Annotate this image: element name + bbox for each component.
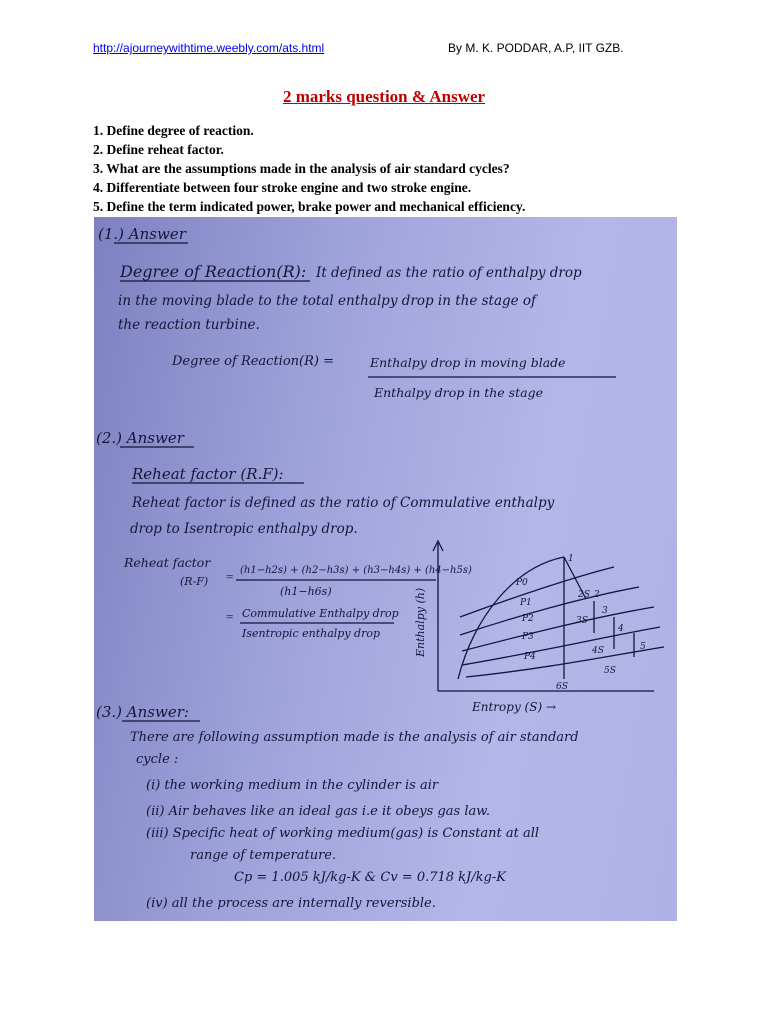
- answer-3-item: Cp = 1.005 kJ/kg-K & Cv = 0.718 kJ/kg-K: [234, 870, 506, 885]
- answer-3-item: (iv) all the process are internally reversible.: [146, 896, 436, 911]
- diagram-point-label: 1: [568, 554, 574, 564]
- answer-3-item: (i) the working medium in the cylinder is air: [146, 778, 439, 793]
- diagram-point-label: 3: [602, 606, 608, 616]
- source-url-link[interactable]: http://ajourneywithtime.weebly.com/ats.html: [93, 41, 325, 55]
- answer-1-formula-denominator: Enthalpy drop in the stage: [374, 385, 543, 400]
- diagram-point-label: 3S: [576, 616, 588, 626]
- answer-1-formula-lhs: Degree of Reaction(R) =: [172, 354, 334, 369]
- question-item: 3. What are the assumptions made in the analysis of air standard cycles?: [93, 161, 510, 176]
- answer-3-line: cycle :: [136, 752, 179, 767]
- diagram-point-label: 2: [594, 590, 600, 600]
- diagram-point-label: 4S: [592, 646, 604, 656]
- diagram-point-label: 2S: [578, 590, 590, 600]
- handwritten-notes: [94, 217, 677, 921]
- answer-1-term: Degree of Reaction(R):: [120, 262, 307, 281]
- answer-3-line: There are following assumption made is the analysis of air standard: [130, 730, 579, 745]
- question-item: 2. Define reheat factor.: [93, 142, 224, 157]
- answer-2-formula-denominator: (h1−h6s): [280, 585, 332, 598]
- answer-2-line: Reheat factor is defined as the ratio of Commulative enthalpy: [132, 495, 555, 511]
- question-item: 5. Define the term indicated power, brake power and mechanical efficiency.: [93, 199, 526, 214]
- answer-3-item: range of temperature.: [190, 848, 337, 863]
- answer-1-line: It defined as the ratio of enthalpy drop: [316, 265, 582, 281]
- enthalpy-entropy-diagram: [433, 541, 664, 691]
- diagram-point-label: 5S: [604, 666, 616, 676]
- answer-1-line: in the moving blade to the total enthalpy drop in the stage of: [118, 293, 537, 309]
- answer-1-formula-numerator: Enthalpy drop in moving blade: [370, 355, 566, 370]
- diagram-pressure-label: P0: [516, 578, 528, 588]
- answer-3-item: (ii) Air behaves like an ideal gas i.e it obeys gas law.: [146, 804, 490, 819]
- diagram-pressure-label: P2: [522, 614, 534, 624]
- answer-2-formula2-numerator: Commulative Enthalpy drop: [242, 607, 399, 620]
- page-title: 2 marks question & Answer: [282, 87, 486, 106]
- answer-2-line: drop to Isentropic enthalpy drop.: [130, 521, 358, 537]
- equals-sign: =: [226, 609, 234, 624]
- diagram-pressure-label: P1: [520, 598, 532, 608]
- diagram-pressure-label: P4: [524, 652, 536, 662]
- diagram-y-axis-label: Enthalpy (h): [414, 587, 427, 657]
- diagram-point-label: 4: [618, 624, 624, 634]
- answer-2-formula-lhs: Reheat factor: [124, 555, 211, 570]
- diagram-x-axis-label: Entropy (S) →: [472, 700, 556, 714]
- diagram-point-label: 6S: [556, 682, 568, 692]
- answer-2-formula-numerator: (h1−h2s) + (h2−h3s) + (h3−h4s) + (h4−h5s): [240, 565, 472, 576]
- answer-1-line: the reaction turbine.: [118, 317, 260, 333]
- answer-2-formula2-denominator: Isentropic enthalpy drop: [242, 627, 380, 640]
- answer-2-formula-lhs: (R-F): [180, 575, 209, 588]
- question-item: 1. Define degree of reaction.: [93, 123, 254, 138]
- question-list: [93, 121, 525, 216]
- answer-3-heading: (3.) Answer:: [96, 703, 189, 721]
- answer-1-heading: (1.) Answer: [98, 225, 186, 243]
- answer-2-term: Reheat factor (R.F):: [132, 465, 284, 483]
- answer-3-item: (iii) Specific heat of working medium(gas) is Constant at all: [146, 826, 540, 841]
- diagram-point-label: 5: [640, 642, 646, 652]
- author-credit: By M. K. PODDAR, A.P, IIT GZB.: [448, 41, 624, 55]
- answer-2-heading: (2.) Answer: [96, 429, 184, 447]
- question-item: 4. Differentiate between four stroke engine and two stroke engine.: [93, 180, 472, 195]
- diagram-pressure-label: P3: [522, 632, 534, 642]
- handwritten-answers-photo: [94, 217, 677, 921]
- equals-sign: =: [226, 569, 234, 584]
